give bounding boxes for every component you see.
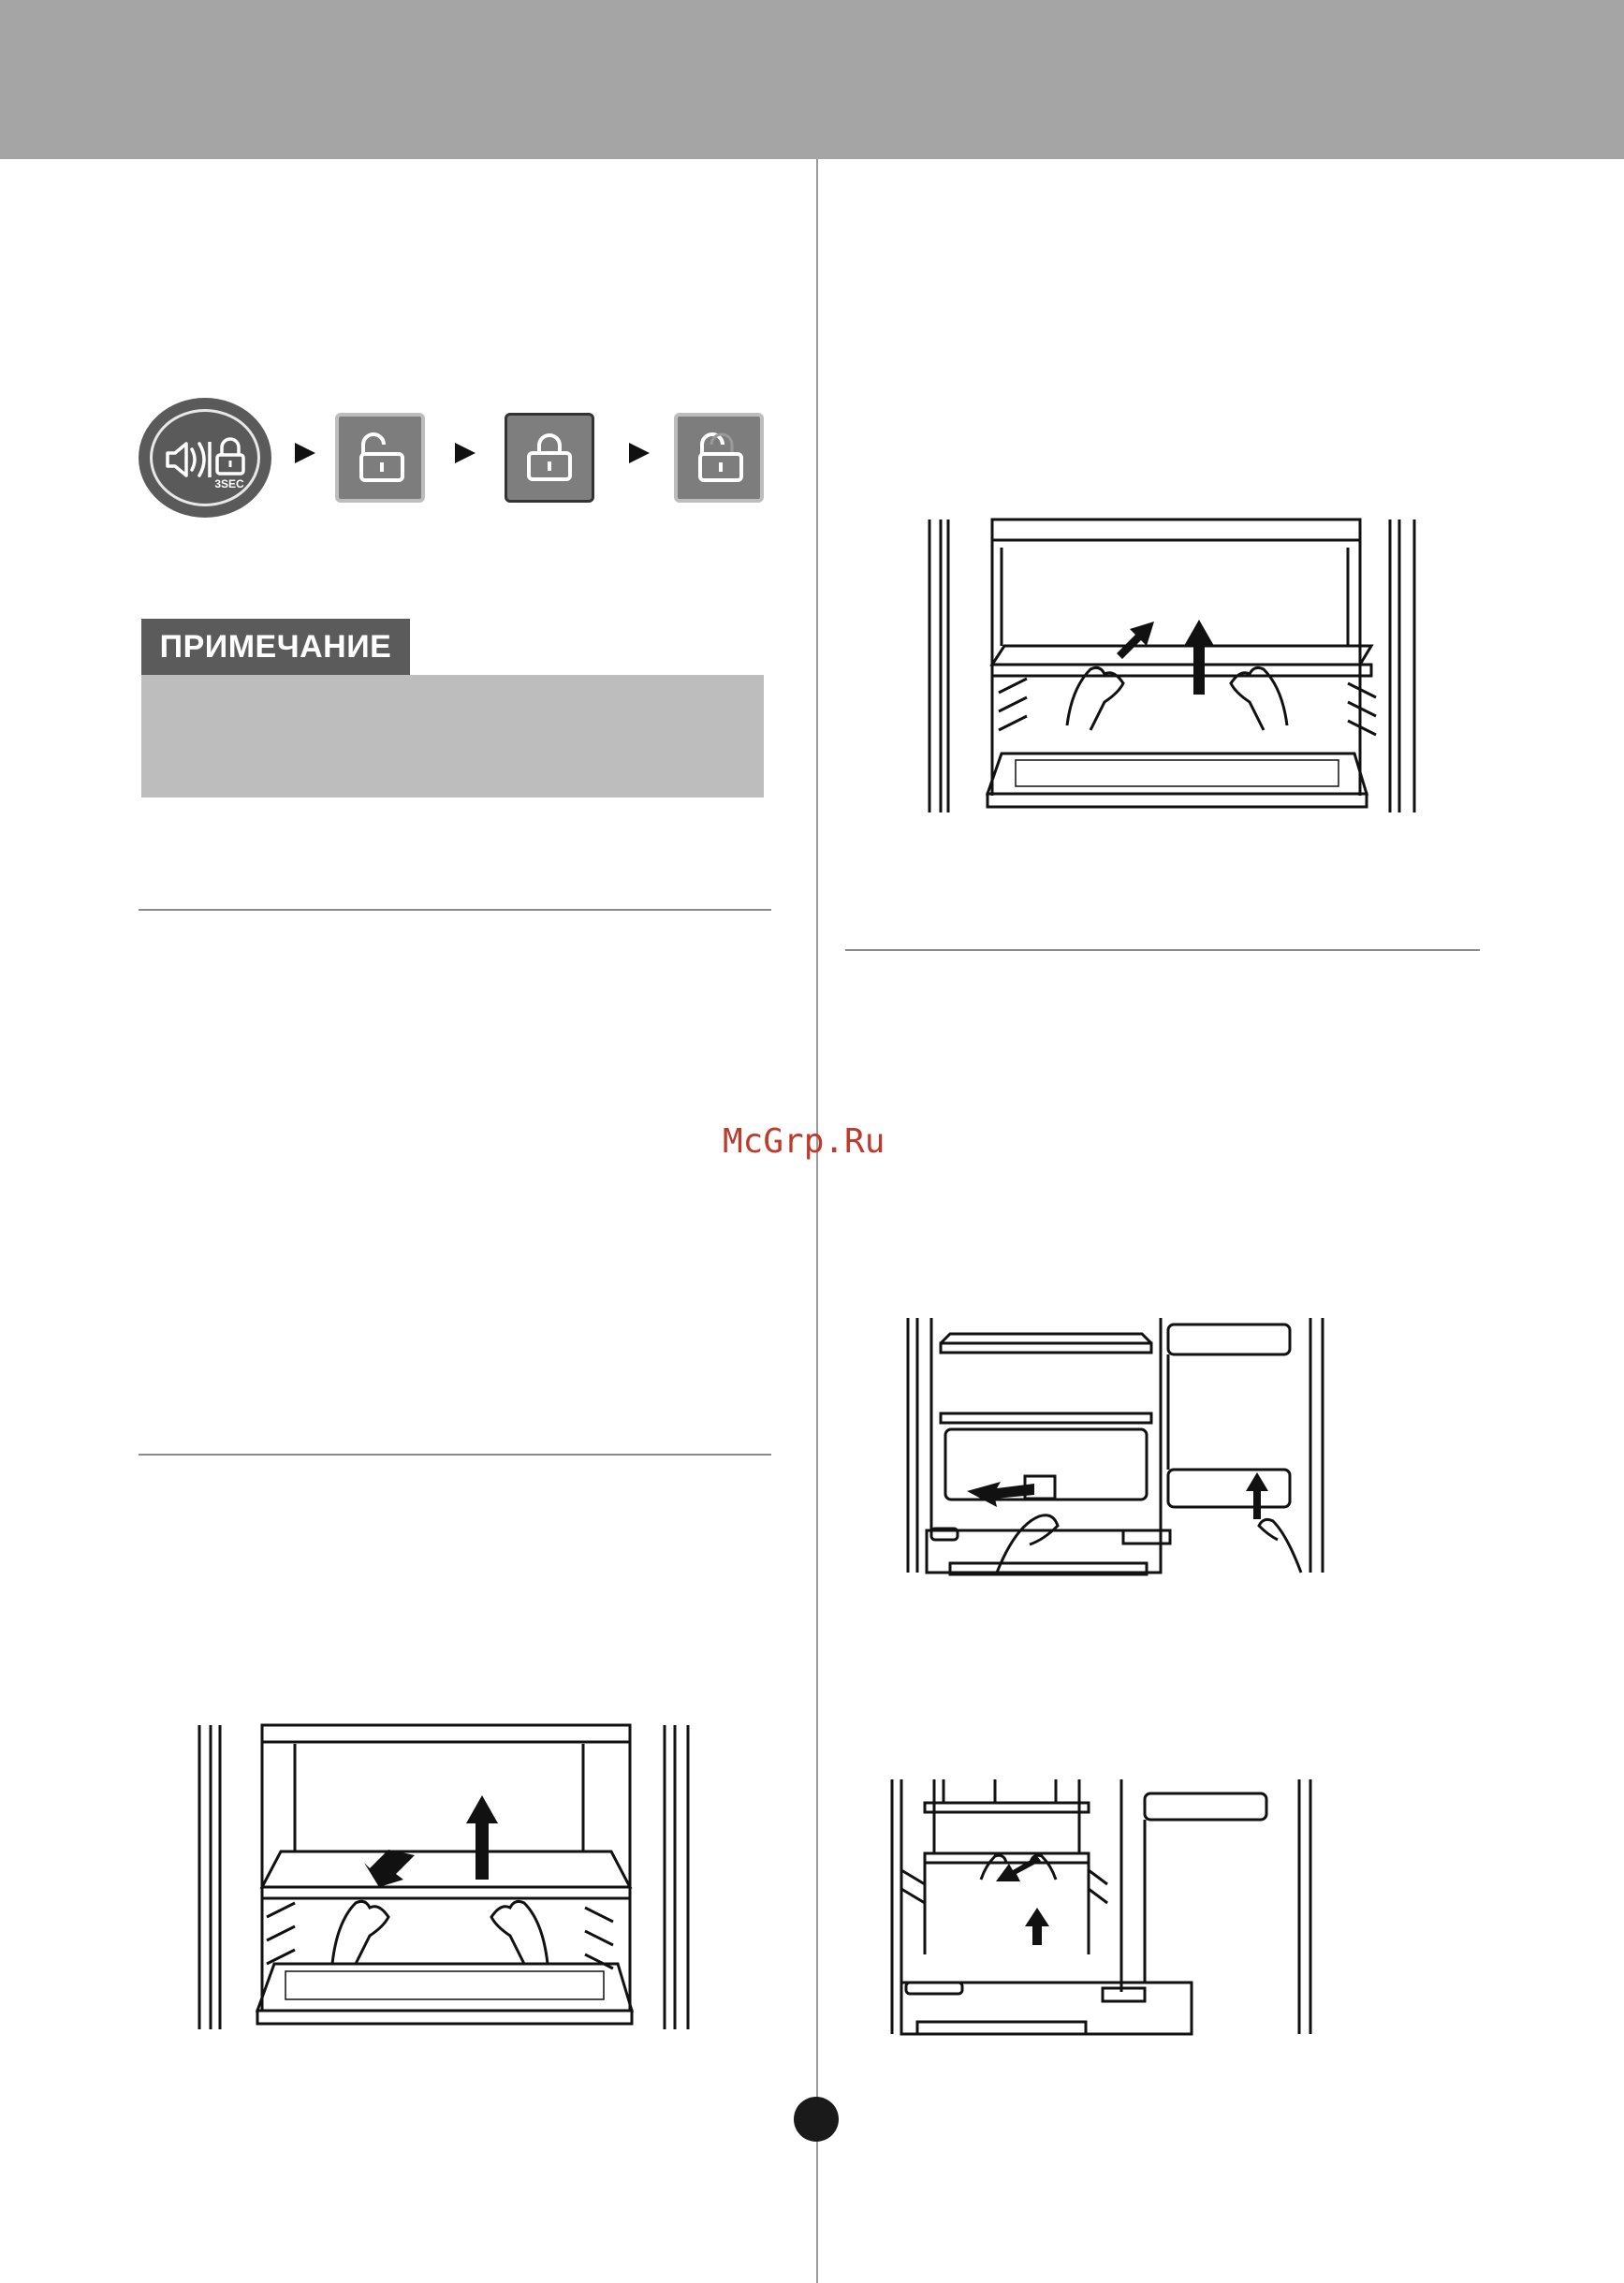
note-box xyxy=(141,675,764,798)
section-rule xyxy=(139,909,771,911)
section-rule xyxy=(139,1454,771,1456)
lock-open-icon xyxy=(339,417,423,501)
note-label: ПРИМЕЧАНИЕ xyxy=(141,619,410,675)
column-divider xyxy=(816,159,818,2283)
drawer-and-door-bin-removal-illustration xyxy=(903,1315,1390,1587)
watermark: McGrp.Ru xyxy=(723,1122,885,1161)
lock-open-tile xyxy=(335,413,425,503)
sound-lock-icon xyxy=(153,412,263,509)
shelf-removal-illustration-lower xyxy=(192,1720,697,2034)
page-number-dot xyxy=(794,2097,839,2142)
play-arrow-icon xyxy=(455,443,475,463)
shelf-removal-illustration xyxy=(922,515,1427,819)
sound-lock-button xyxy=(139,398,271,518)
header-band xyxy=(0,0,1624,159)
button-caption: 3SEC xyxy=(214,477,244,490)
lock-closed-tile xyxy=(505,413,594,503)
lock-open-icon xyxy=(678,417,762,501)
play-arrow-icon xyxy=(629,443,650,463)
lock-open-tile xyxy=(674,413,764,503)
play-arrow-icon xyxy=(295,443,315,463)
section-rule xyxy=(845,949,1480,951)
lock-closed-icon xyxy=(507,416,592,500)
folding-shelf-illustration xyxy=(887,1777,1365,2037)
lock-sequence-diagram xyxy=(139,398,766,520)
